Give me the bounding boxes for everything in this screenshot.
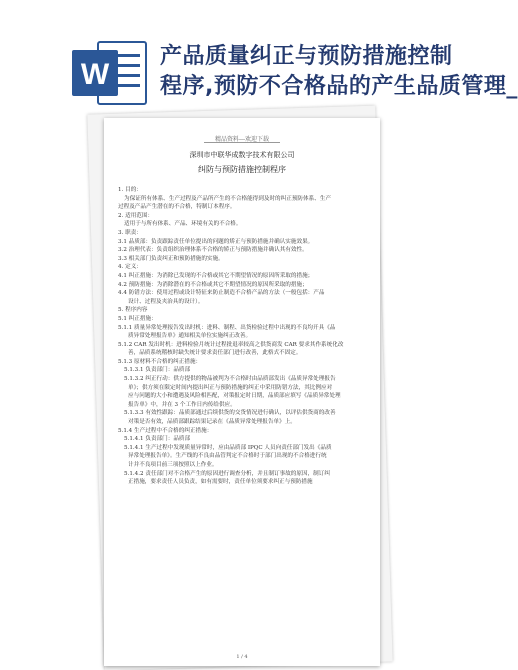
title-line-2: 程序,预防不合格品的产生品质管理_ (160, 74, 518, 99)
body-line: 单》；供方须在限定时间内提出纠正与预防措施的纠正中采用防错方法，其比例应对 (128, 384, 333, 391)
body-line: 设计、过程及夹治具的设计）。 (128, 298, 204, 305)
body-line: 应与问题的大小和遭遇及风险相匹配，对策报定时日期，品质部应填写《品质异常处理 (128, 393, 341, 400)
body-line: 3.2 治理代表：负责组织治理体系不合格的矫正与预防措施并确认其有效性。 (118, 247, 308, 254)
body-line: 4.1 纠正措施：为消除已发现的不合格或其它不期望情况的原因所采取的措施； (118, 272, 314, 279)
company-name: 深圳市中联华成数字技术有限公司 (189, 151, 295, 159)
body-line: 5.1.3.3 有效性跟踪：品质部通过后续供货的交货情况进行确认，以评估供货商的改善 (124, 410, 336, 417)
body-line: 异常处理报告单》。生产线的不良由品管判定不合格时于部门出现的不合格进行统 (128, 453, 327, 460)
body-line: 适用于与所有体系、产品、环境有关的不合格。 (124, 221, 242, 228)
body-line: 过程及产品产生潜在的不合格，特制订本程序。 (118, 204, 236, 211)
watermark-underline (204, 142, 280, 143)
body-line: 3.3 相关部门负责纠正和预防措施的实施。 (118, 255, 224, 262)
body-line: 报告单》中，并在 3 个工作日内传给供应。 (128, 401, 236, 408)
svg-text:W: W (80, 58, 110, 91)
body-line: 质异常处理报告单》通知相关单位实施纠正改善。 (128, 333, 252, 340)
body-line: 5.1.1 质量异常处理报告发出时机：进料、制程、出货检验过程中出现的不良均开具《品 (118, 324, 336, 331)
body-line: 5.1.4 生产过程中不合格的纠正措施： (118, 427, 213, 434)
body-line: 5.1.4.2 责任部门对不合格产生的原因进行调查分析，并且制订事故的原因，制订纠 (124, 470, 330, 477)
body-line: 4. 定义： (118, 264, 142, 271)
body-line: 5.1.3.1 负责部门：品质部 (124, 367, 191, 374)
page-title (160, 42, 518, 102)
document-title: 纠防与预防措施控制程序 (198, 165, 286, 174)
body-line: 正措施，要求责任人员负责，如有需要时，责任单位须要求纠正与预防措施 (128, 479, 313, 486)
title-line-1: 产品质量纠正与预防措施控制 (160, 44, 453, 69)
document-page (104, 118, 380, 666)
document-body (118, 186, 368, 487)
word-document-icon (72, 40, 150, 106)
body-line: 善，品质系统稽核时缺失统计要求责任部门进行改善，此格式不固定。 (128, 350, 302, 357)
body-line: 5.1.2 CAR 发出时机：进料检验月统计过程批退率较高之供货商发 CAR 要求其作系统化改 (118, 341, 344, 348)
page-number: 1 / 4 (236, 654, 248, 660)
body-line: 5.1.4.1 生产过程中发现质量异常时，应由品质部 IPQC 人员向责任部门发出《品质 (124, 444, 332, 451)
body-line: 5. 程序内容 (118, 307, 148, 314)
watermark-text: 精品资料---欢迎下载 (214, 136, 270, 143)
body-line: 4.4 防错方法：使用过程或设计特征来防止制造不合格产品的方法（一般包括：产品 (118, 290, 325, 297)
body-line: 1. 目的： (118, 187, 142, 193)
body-line: 5.1.3 原材料不合格的纠正措施： (118, 358, 202, 365)
body-line: 对策是否有效，品质部跟踪结果记录在《品质异常处理报告单》上。 (128, 419, 296, 426)
body-line: 为保证所有体系、生产过程及产品所产生的不合格能得到及时的纠正预防体系、生产 (124, 195, 331, 202)
body-line: 5.1 纠正措施： (118, 315, 157, 322)
body-line: 5.1.3.2 纠正行动：供方提供的物品被判为不合格时由品质部发出《品质异常处理报告 (124, 376, 336, 383)
header-banner (0, 0, 518, 120)
body-line: 2. 适用范围： (118, 212, 154, 219)
body-line: 3.1 品质部：负责跟踪责任单位提出的问题的矫正与预防措施并确认实施效果。 (118, 238, 314, 245)
body-line: 计并不良项目前三项按照以上作业。 (128, 462, 218, 468)
body-line: 3. 职责： (118, 229, 142, 236)
body-line: 5.1.4.1 负责部门：品质部 (124, 436, 191, 443)
body-line: 4.2 预防措施：为消除潜在的不合格或其它不期望情况的原因所采取的措施； (118, 281, 308, 288)
